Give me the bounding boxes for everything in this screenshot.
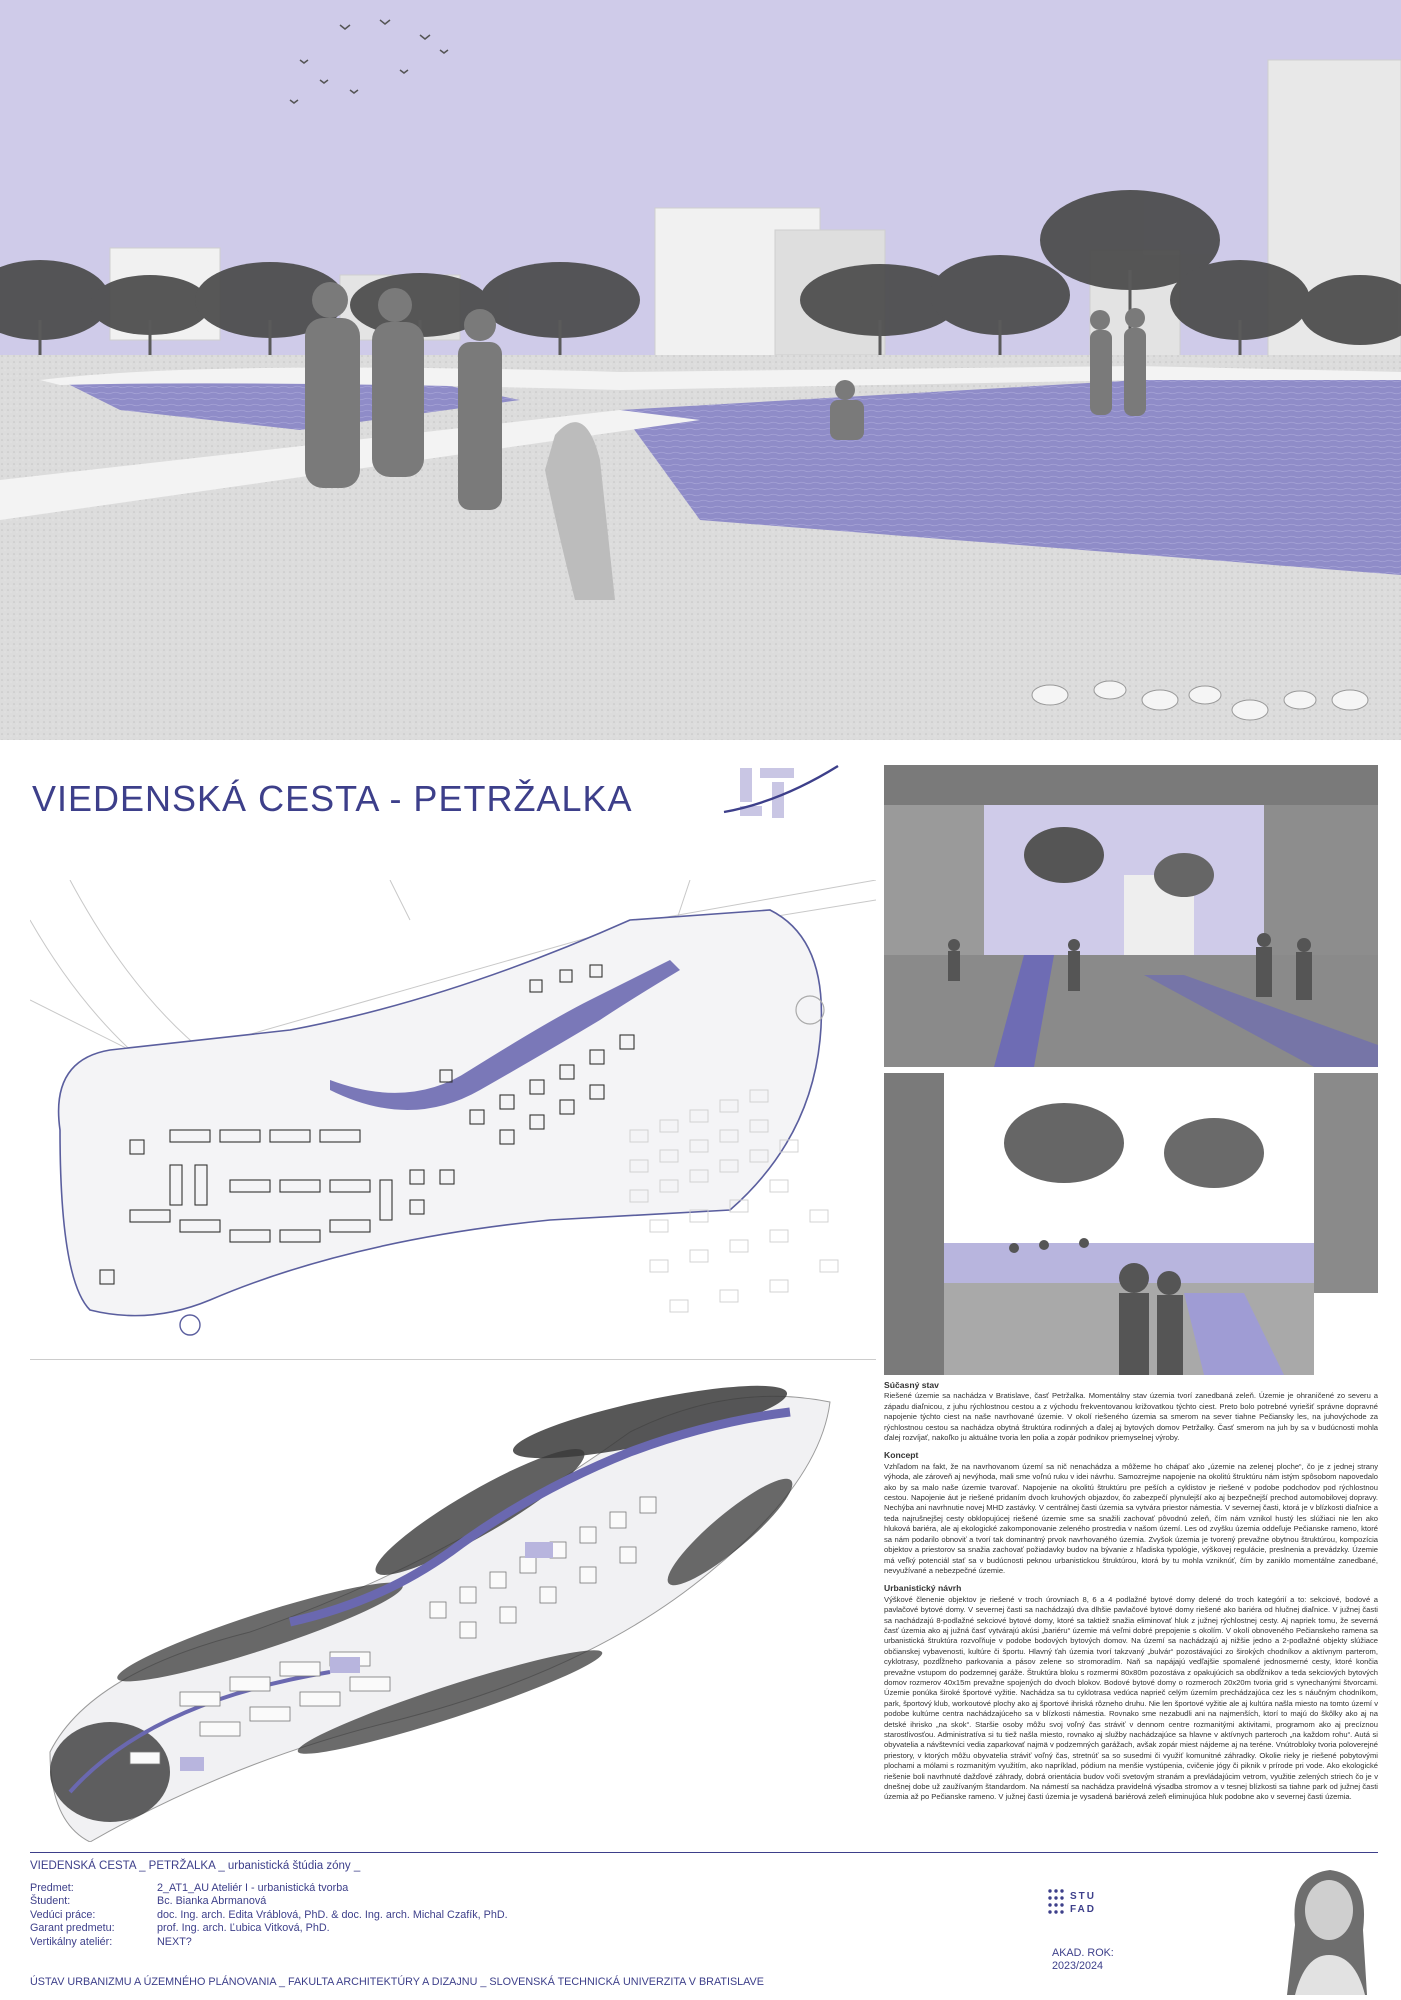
meta-value: NEXT?	[157, 1935, 192, 1948]
footer-title: VIEDENSKÁ CESTA _ PETRŽALKA _ urbanistická štúdia zóny _	[30, 1860, 361, 1872]
meta-value: 2_AT1_AU Ateliér I - urbanistická tvorba	[157, 1882, 349, 1894]
section-body-current-state: Riešené územie sa nachádza v Bratislave, časť Petržalka. Momentálny stav územia tvorí zanedbaná zeleň. Územie je ohraničené zo severu a západu diaľnicou, z juhu rýchlostnou cestou a z východu frekventovanou križovatkou týchto ciest. Preto bolo potrebné vyriešiť správne dopravné napojenie týchto ciest na naše navrhované územie. V okolí riešeného územia sa smerom na sever tiahne Pečiansky les, na juhovýchode za rýchlostnou cestou sa nachádza obytná štruktúra rodinných a ďalej aj bytových domov Petržalky. Časť smerom na juh by sa v budúcnosti mohla ďalej rozvíjať, nakoľko ju aktuálne tvoria len polia a zopár podnikov priemyselnej výroby.	[884, 1391, 1378, 1443]
site-boundary	[59, 910, 822, 1316]
project-meta	[30, 1882, 508, 1949]
portrait-photo	[1275, 1855, 1378, 1995]
meta-value: prof. Ing. arch. Ľubica Vitková, PhD.	[157, 1922, 330, 1935]
meta-label: Vertikálny ateliér:	[30, 1935, 113, 1948]
master-plan	[30, 880, 876, 1360]
stu-text: STU	[1070, 1891, 1096, 1902]
street-view-square	[884, 1073, 1378, 1375]
square-render	[884, 1073, 1378, 1375]
meta-row	[30, 1922, 508, 1935]
footer-divider	[30, 1852, 1378, 1853]
meta-label: Vedúci práce:	[30, 1908, 96, 1921]
street-scene-image	[0, 0, 1401, 740]
project-logo	[720, 762, 840, 826]
meta-label: Garant predmetu:	[30, 1922, 115, 1935]
institution-line: ÚSTAV URBANIZMU A ÚZEMNÉHO PLÁNOVANIA _ FAKULTA ARCHITEKTÚRY A DIZAJNU _ SLOVENSKÁ TECHNICKÁ UNIVERZITA V BRATISLAVE	[30, 1976, 764, 1988]
section-heading-urban-design: Urbanistický návrh	[884, 1583, 962, 1594]
axonometric-drawing	[30, 1372, 876, 1842]
academic-year-label: AKAD. ROK:	[1052, 1947, 1114, 1959]
section-heading-concept: Koncept	[884, 1450, 919, 1461]
student-portrait	[1275, 1855, 1378, 1995]
roundabout-south	[180, 1315, 200, 1335]
stu-fad-logo	[1046, 1886, 1106, 1922]
section-heading-current-state: Súčasný stav	[884, 1380, 939, 1390]
section-body-concept: Vzhľadom na fakt, že na navrhovanom území sa nič nenachádza a môžeme ho chápať ako „územie na zelenej ploche“, čo je z jednej strany výhoda, ale zároveň aj nevýhoda, mali sme voľnú ruku v idei návrhu. Samozrejme napojenie na okolitú štruktúru nám istým spôsobom napovedalo ako by sa malo naše územie tvarovať. Napojenie na okolitú štruktúru pre peších a cyklistov je riešené v podobe podchodov pod rýchlostnou cestou. Napojenie áut je riešené pridaním dvoch kruhových objazdov, čo zabezpečí plynulejší ako aj bezpečnejší prechod automobilovej dopravy. Nechýba ani navrhnutie novej MHD zastávky. V centrálnej časti územia sa vytvára priestor námestia. V severnej časti, ktorá je v blízkosti diaľnice a teda najrušnejšej cesty obklopujúcej riešené územie sme sa snažili zachovať pôvodnú zeleň, čím nám vznikol hustý les slúžiaci nie len ako hluková bariéra, ale aj ekologické zakomponovanie zeleného prostredia v našom území. Les od zvyšku územia oddeľuje Pečianske rameno, ktoré sa nám podarilo obnoviť a tvorí tak dominantný prvok navrhovaného územia. Zvyšok územia je tvorený prevažne obytnou štruktúrou, kompozícia objektov a priestorov sa snažia zachovať požiadavky budov na bývanie z hľadiska typológie, výškovej regulácie, preslnenia a prevádzky. Územie má veľký potenciál stať sa v budúcnosti peknou urbanistickou štruktúrou, ktorá by tu mohla vzniknúť, čím by zaniklo momentálne zanedbané, nevyužívané a nebezpečné územie.	[884, 1461, 1378, 1575]
meta-row	[30, 1909, 508, 1922]
fad-text: FAD	[1070, 1904, 1096, 1915]
academic-year-value: 2023/2024	[1052, 1960, 1104, 1973]
logo-mark-icon	[720, 762, 840, 826]
axonometric-model	[30, 1372, 876, 1842]
boulevard-render	[884, 765, 1378, 1067]
meta-label: Študent:	[30, 1895, 71, 1908]
hero-visualization	[0, 0, 1401, 740]
street-view-boulevard	[884, 765, 1378, 1067]
meta-row	[30, 1936, 508, 1949]
meta-label: Predmet:	[30, 1882, 74, 1894]
master-plan-drawing	[30, 880, 876, 1360]
meta-row	[30, 1882, 508, 1895]
poster-title: VIEDENSKÁ CESTA - PETRŽALKA	[32, 778, 633, 819]
section-body-urban-design: Výškové členenie objektov je riešené v troch úrovniach 8, 6 a 4 podlažné bytové domy delené do troch kategórií a to: sekciové, bodové a pavlačové bytové domy. V severnej časti sa nachádzajú dva dlhšie pavlačové bytové domy riešené ako bariéra od hlučnej diaľnice. V južnej časti sa nachádzajú 8-podlažné sekciové bytové domy, ktoré sa taktiež snažia eliminovať hluk z južnej rýchlostnej cesty. Aj napriek tomu, že severná časť územia ako aj južná časť vytvárajú akúsi „bariéru“ územie má veľmi dobré prepojenie s okolím. V okolí obnoveného Pečianskeho ramena sa urbanistická štruktúra rozvoľňuje v podobe bodových bytových domov. Na území sa nachádzajú aj nižšie jedno a 2-podlažné objekty slúžiace občianskej vybavenosti, kultúre či športu. Hlavný ťah územia tvorí takzvaný „bulvár“ pozostávajúci zo širokých chodníkov a aktívnym parterom, cyklotrasy, pozdĺžneho parkovania a pásov zelene so stromoradím. Naň sa napájajú vedľajšie spomalené jednosmerné cesty, ktoré končia prevažne vstupom do podzemnej garáže. Štruktúra bloku s rozmermi 80x80m pozostáva z opakujúcich sa obdĺžnikov a teda sekciových bytových domov rozmerov 40x15m prevažne spojených do dvoch blokov. Bodové bytové domy o rozmeroch 20x20m tvoria grid s vynechanými štvorcami. Územie ponúka široké športové vyžitie. Nachádza sa tu cyklotrasa vedúca naprieč celým územím prechádzajúca cez les s náučným chodníkom, park, športový klub, workoutové plochy ako aj športové ihriská rôzneho druhu. Nie len športové vyžitie ale aj kultúra našla miesto na tomto území v podobe kultúrne centra nachádzajúceho sa v blízkosti námestia. Rovnako sme nezabudli ani na najmenších, ktorí to majú do škôlky ako aj na detské ihrisko „na skok“. Staršie osoby môžu svoj voľný čas stráviť v dennom centre rozmanitými aktivitami, programom ako aj precíznou starostlivosťou. Administratíva si tu tiež našla miesto, rovnako aj služby nachádzajúce sa hlavne v aktívnych parteroch „na každom rohu“. Autá si obyvatelia a návštevníci vedia zaparkovať najmä v podzemných garážach, avšak zopár miest nájdeme aj na teréne. Vnútrobloky tvoria poloverejné priestory, v ktorých môžu obyvatelia stráviť voľný čas, stretnúť sa so susedmi či využiť komunitné záhradky. Okolie rieky je riešené pobytovými plochami a mólami s rozmanitým využitím, ako napríklad, pódium na menšie vystúpenia, cvičenie jógy či piknik v prírode pri vode. Ako ekologické riešenie boli navrhnuté dažďové záhrady, dobrá orientácia budov voči svetovým stranám a prevládajúcim vetrom, využitie zelených striech čo je v dnešnej dobe už zaužívaným štandardom. Na námestí sa nachádza pravidelná výsadba stromov a v tesnej blízkosti sa tiahne park od južnej časti územia až po Pečianske rameno. V južnej časti územia je vysadená bariérová zeleň eliminujúca hluk podobne ako v severnej časti územia.	[884, 1594, 1378, 1802]
meta-row	[30, 1895, 508, 1908]
description-text	[884, 1380, 1378, 1840]
stu-fad-dots-icon	[1046, 1886, 1106, 1922]
academic-year	[1052, 1947, 1114, 1973]
meta-value: Bc. Bianka Abrmanová	[157, 1895, 267, 1908]
meta-value: doc. Ing. arch. Edita Vráblová, PhD. & doc. Ing. arch. Michal Czafík, PhD.	[157, 1908, 508, 1921]
square-plaza	[330, 1657, 360, 1673]
